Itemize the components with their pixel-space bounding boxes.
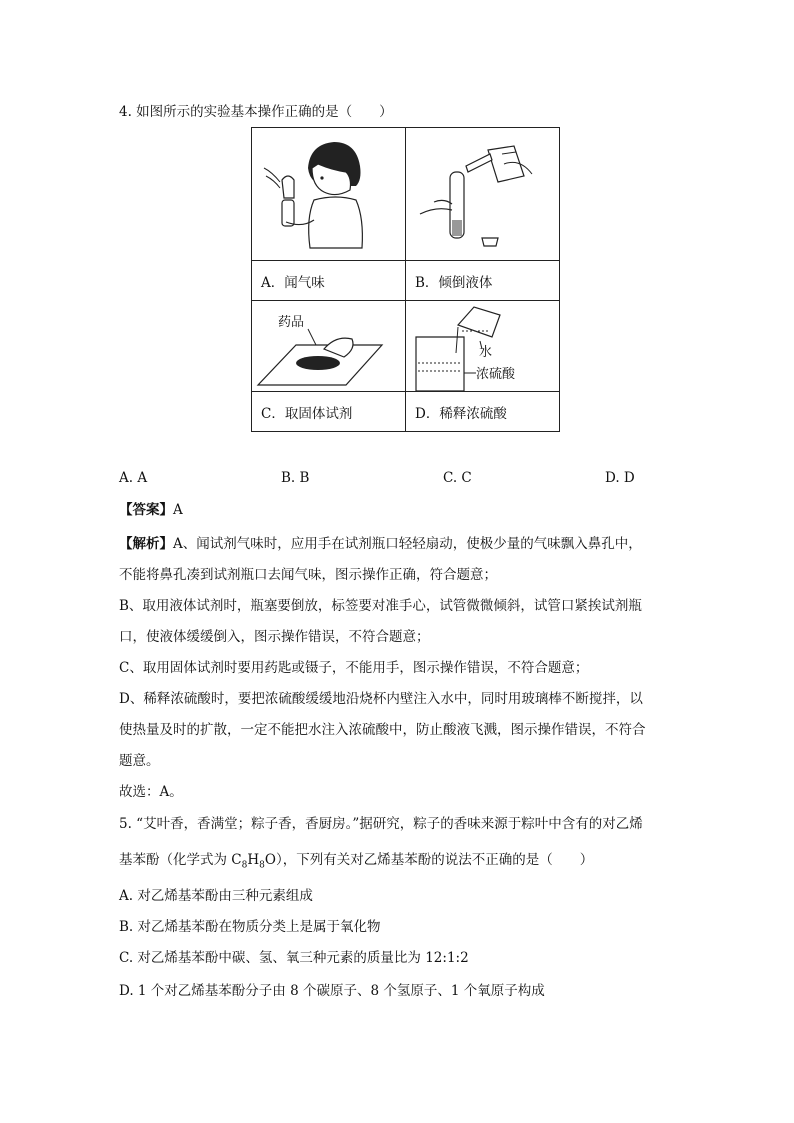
q4-option-d: D. D <box>605 470 635 486</box>
question-5-stem-line-1: 5. “艾叶香，香满堂；粽子香，香厨房。”据研究，粽子的香味来源于粽叶中含有的对乙烯 <box>119 816 643 832</box>
q4-option-a: A. A <box>119 470 148 486</box>
option-b-caption: B．倾倒液体 <box>406 261 560 301</box>
option-d-caption: D．稀释浓硫酸 <box>406 392 560 432</box>
analysis-line-3: B、取用液体试剂时，瓶塞要倒放，标签要对准手心，试管微微倾斜，试管口紧挨试剂瓶 <box>119 598 642 614</box>
analysis-line-7: 使热量及时的扩散，一定不能把水注入浓硫酸中，防止酸液飞溅，图示操作错误，不符合 <box>119 722 646 738</box>
analysis-line-1 <box>119 535 642 553</box>
q5-option-c: C. 对乙烯基苯酚中碳、氢、氧三种元素的质量比为 12:1:2 <box>119 950 469 966</box>
analysis-line-4: 口，使液体缓缓倒入，图示操作错误，不符合题意； <box>119 629 430 645</box>
option-c-caption: C．取固体试剂 <box>252 392 406 432</box>
experiment-figure-table <box>251 127 560 432</box>
question-5-stem-line-2 <box>119 851 593 875</box>
q5-option-d: D. 1 个对乙烯基苯酚分子由 8 个碳原子、8 个氢原子、1 个氧原子构成 <box>119 983 545 999</box>
analysis-text-1: A、闻试剂气味时，应用手在试剂瓶口轻轻扇动，使极少量的气味飘入鼻孔中， <box>173 536 642 552</box>
option-a-caption: A．闻气味 <box>252 261 406 301</box>
stem-text: O），下列有关对乙烯基苯酚的说法不正确的是（ ） <box>264 852 594 868</box>
q4-option-c: C. C <box>443 470 472 486</box>
acid-label: 浓硫酸 <box>476 367 516 382</box>
answer-tag: 【答案】 <box>119 502 173 518</box>
q5-option-a: A. 对乙烯基苯酚由三种元素组成 <box>119 888 313 904</box>
analysis-tag: 【解析】 <box>119 536 173 552</box>
formula-subscript: 8 <box>241 860 248 871</box>
answer-value: A <box>173 502 183 518</box>
formula-text: H <box>247 852 260 868</box>
water-label: 水 <box>479 345 493 360</box>
reagent-label: 药品 <box>278 315 305 330</box>
formula-subscript: 8 <box>259 860 265 871</box>
stem-text: 基苯酚（化学式为 C <box>119 852 242 868</box>
image-take-solid <box>252 301 405 391</box>
image-pour-liquid <box>406 128 559 260</box>
analysis-line-6: D、稀释浓硫酸时，要把浓硫酸缓缓地沿烧杯内壁注入水中，同时用玻璃棒不断搅拌，以 <box>119 691 643 707</box>
answer-line <box>119 501 183 519</box>
question-4-stem: 4. 如图所示的实验基本操作正确的是（ ） <box>119 104 393 120</box>
analysis-line-2: 不能将鼻孔凑到试剂瓶口去闻气味，图示操作正确，符合题意； <box>119 567 497 583</box>
q5-option-b: B. 对乙烯基苯酚在物质分类上是属于氧化物 <box>119 919 381 935</box>
analysis-line-8: 题意。 <box>119 753 160 769</box>
q4-option-b: B. B <box>281 470 310 486</box>
conclusion-line: 故选：A。 <box>119 784 183 800</box>
image-dilute-acid <box>406 301 559 391</box>
image-smell-odor <box>252 128 405 260</box>
analysis-line-5: C、取用固体试剂时要用药匙或镊子，不能用手，图示操作错误，不符合题意； <box>119 660 589 676</box>
